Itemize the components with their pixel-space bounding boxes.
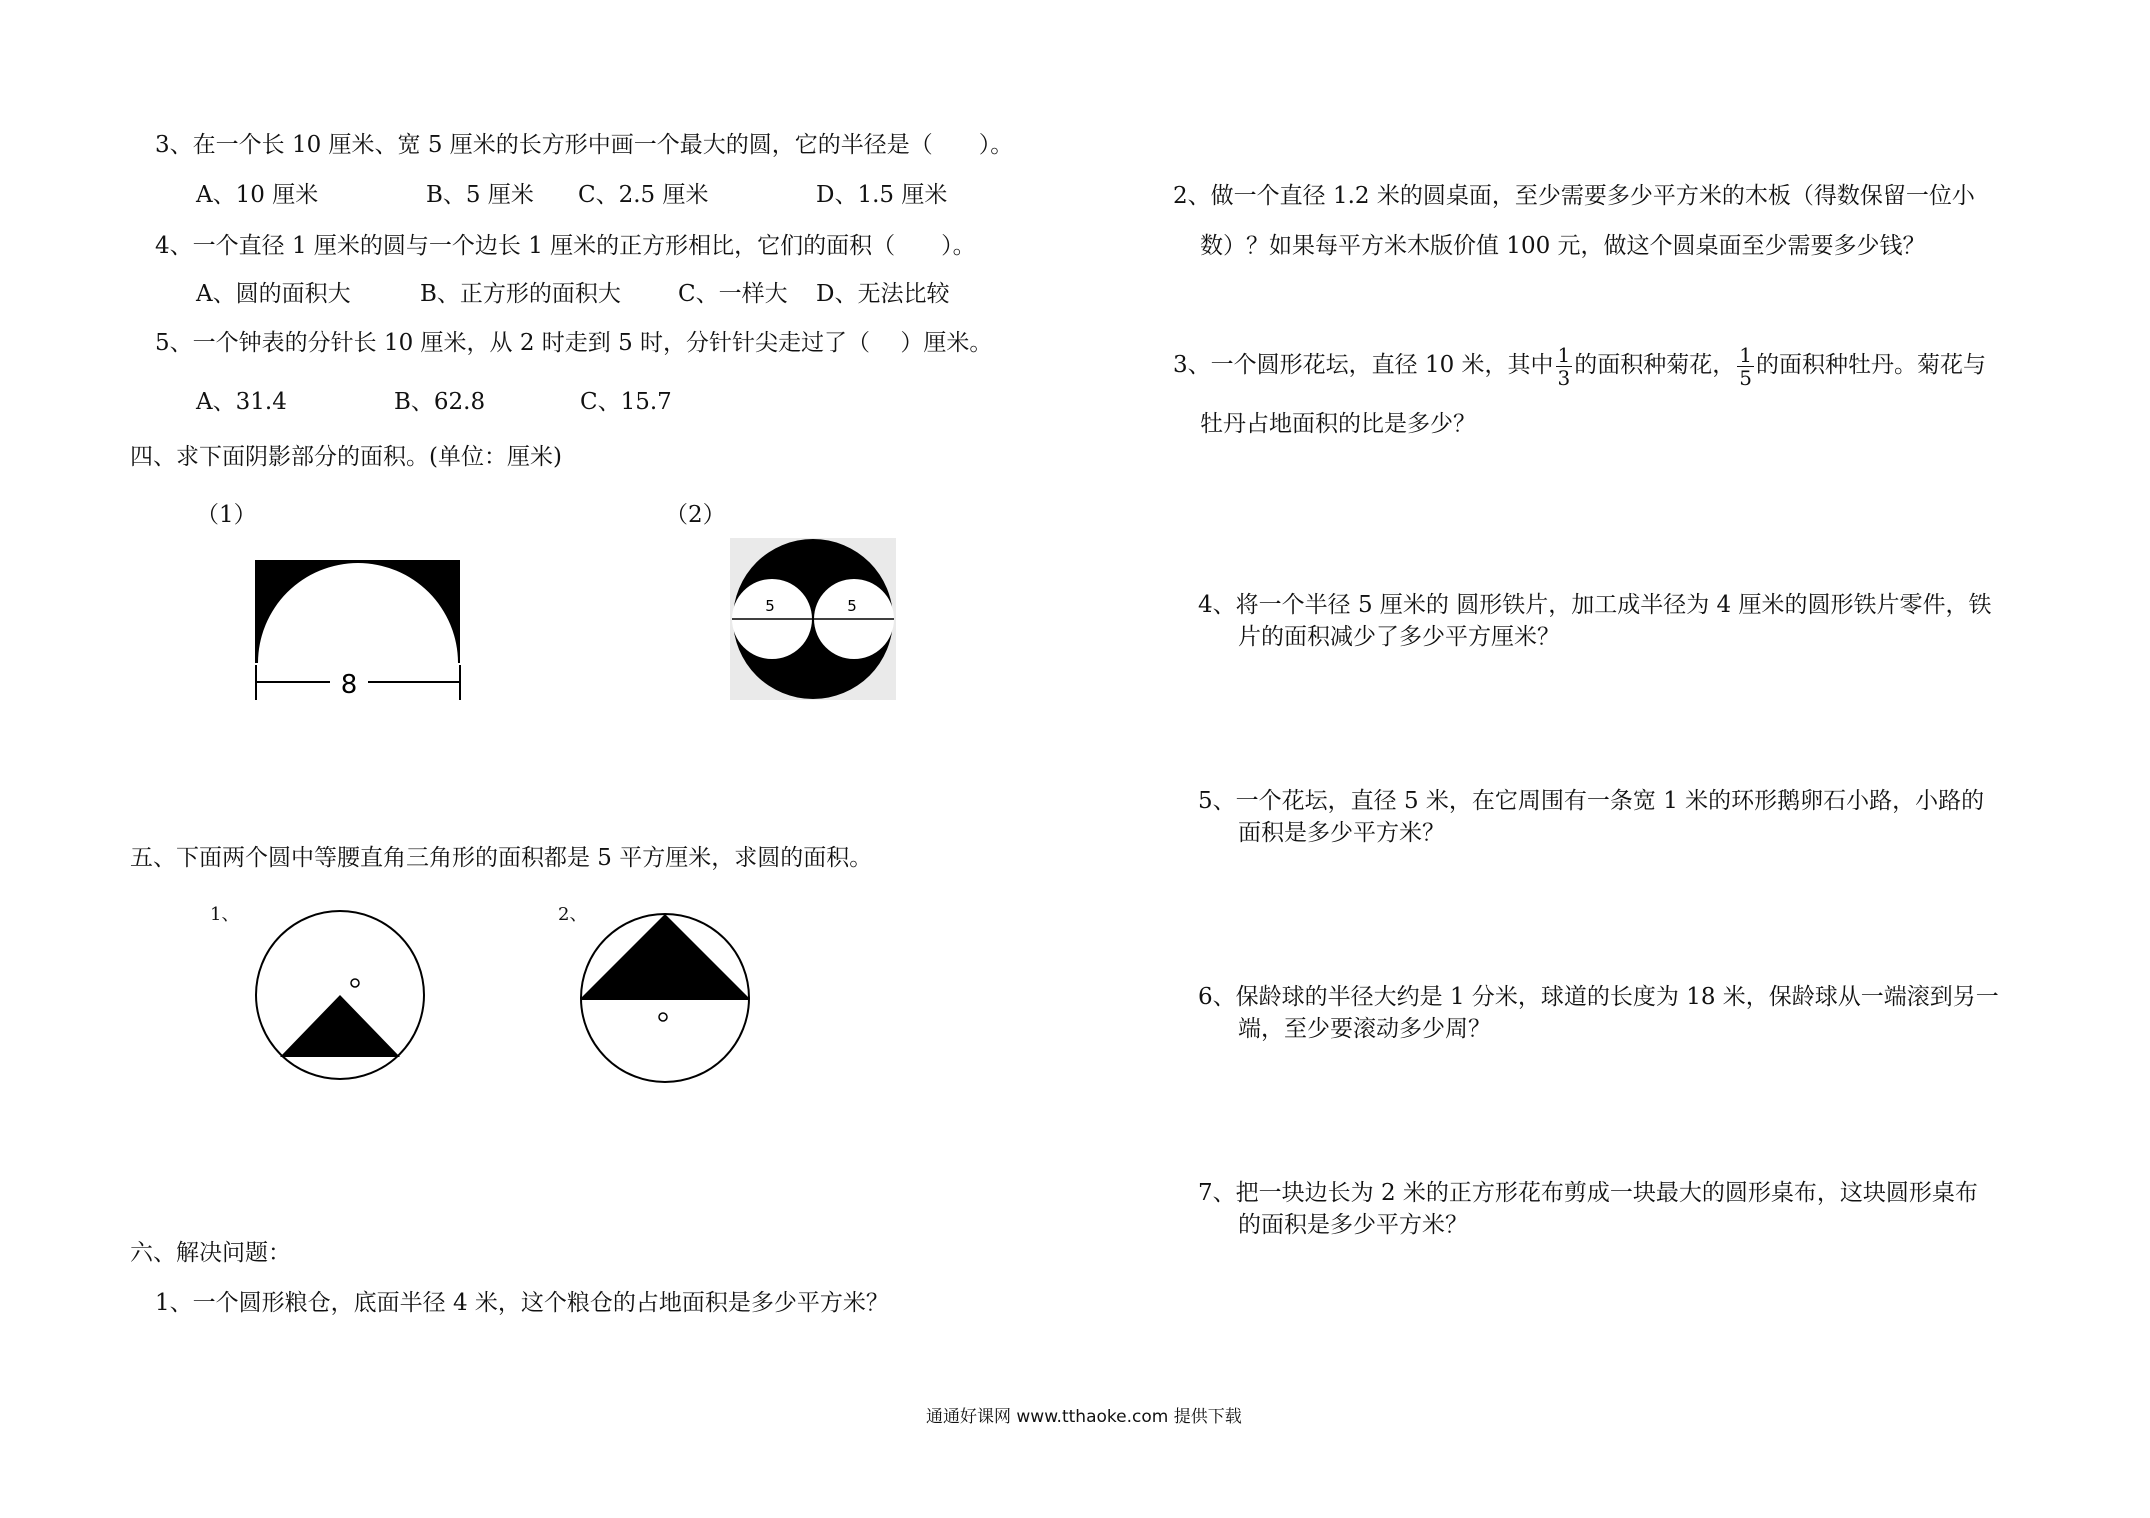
problem-2-line-1: 2、做一个直径 1.2 米的圆桌面，至少需要多少平方米的木板（得数保留一位小 bbox=[1173, 183, 1975, 209]
fraction-denominator: 5 bbox=[1739, 365, 1752, 390]
option-b: B、正方形的面积大 bbox=[420, 281, 621, 307]
fraction-denominator: 3 bbox=[1557, 365, 1571, 390]
option-c: C、2.5 厘米 bbox=[578, 182, 709, 208]
problem-5-line-2: 面积是多少平方米？ bbox=[1238, 820, 1445, 846]
center-point bbox=[659, 1013, 667, 1021]
dimension-label: 8 bbox=[340, 670, 358, 700]
section-4-title: 四、求下面阴影部分的面积。(单位：厘米) bbox=[130, 444, 562, 470]
option-d: D、1.5 厘米 bbox=[816, 182, 948, 208]
question-3: 3、在一个长 10 厘米、宽 5 厘米的长方形中画一个最大的圆，它的半径是（ ）。 bbox=[155, 132, 1014, 158]
figure-5-1-label: 1、 bbox=[210, 904, 240, 925]
problem-3-text-2: 的面积种菊花， bbox=[1574, 352, 1736, 378]
section-6-title: 六、解决问题： bbox=[130, 1240, 291, 1266]
question-4: 4、一个直径 1 厘米的圆与一个边长 1 厘米的正方形相比，它们的面积（ ）。 bbox=[155, 233, 976, 259]
option-a: A、10 厘米 bbox=[196, 182, 319, 208]
fraction-one-third bbox=[1556, 344, 1573, 389]
circle-triangle-figure-2 bbox=[575, 905, 755, 1085]
option-a: A、圆的面积大 bbox=[196, 281, 351, 307]
option-d: D、无法比较 bbox=[816, 281, 950, 307]
figure-1-label: （1） bbox=[196, 502, 257, 528]
problem-2-line-2: 数）？如果每平方米木版价值 100 元，做这个圆桌面至少需要多少钱？ bbox=[1200, 233, 1926, 259]
shaded-circle-figure bbox=[730, 538, 896, 700]
fraction-one-fifth bbox=[1737, 344, 1754, 389]
problem-1: 1、一个圆形粮仓，底面半径 4 米，这个粮仓的占地面积是多少平方米？ bbox=[155, 1290, 889, 1316]
problem-6-line-1: 6、保龄球的半径大约是 1 分米，球道的长度为 18 米，保龄球从一端滚到另一 bbox=[1198, 984, 1999, 1010]
option-b: B、5 厘米 bbox=[426, 182, 534, 208]
problem-7-line-1: 7、把一块边长为 2 米的正方形花布剪成一块最大的圆形桌布，这块圆形桌布 bbox=[1198, 1180, 1978, 1206]
option-c: C、15.7 bbox=[580, 389, 672, 415]
problem-3-line-2: 牡丹占地面积的比是多少？ bbox=[1200, 411, 1476, 437]
problem-7-line-2: 的面积是多少平方米？ bbox=[1238, 1212, 1468, 1238]
problem-3-text-3: 的面积种牡丹。菊花与 bbox=[1756, 352, 1986, 378]
question-5: 5、一个钟表的分针长 10 厘米，从 2 时走到 5 时，分针针尖走过了（ ）厘米。 bbox=[155, 330, 993, 356]
circle-triangle-figure-1 bbox=[250, 905, 430, 1085]
problem-5-line-1: 5、一个花坛，直径 5 米，在它周围有一条宽 1 米的环形鹅卵石小路，小路的 bbox=[1198, 788, 1985, 814]
problem-3-line-1 bbox=[1173, 340, 1986, 390]
section-5-title: 五、下面两个圆中等腰直角三角形的面积都是 5 平方厘米，求圆的面积。 bbox=[130, 845, 873, 871]
problem-4-line-2: 片的面积减少了多少平方厘米？ bbox=[1238, 624, 1560, 650]
problem-3-text-1: 3、一个圆形花坛，直径 10 米，其中 bbox=[1173, 352, 1554, 378]
option-b: B、62.8 bbox=[394, 389, 486, 415]
option-c: C、一样大 bbox=[678, 281, 788, 307]
fraction-numerator: 1 bbox=[1739, 342, 1752, 367]
center-point bbox=[351, 979, 359, 987]
problem-4-line-1: 4、将一个半径 5 厘米的 圆形铁片，加工成半径为 4 厘米的圆形铁片零件，铁 bbox=[1198, 592, 1992, 618]
problem-6-line-2: 端，至少要滚动多少周？ bbox=[1238, 1016, 1491, 1042]
right-radius-label: 5 bbox=[847, 597, 857, 615]
figure-5-2-label: 2、 bbox=[558, 904, 588, 925]
fraction-numerator: 1 bbox=[1557, 342, 1571, 367]
footer-source: 通通好课网 www.tthaoke.com 提供下载 bbox=[926, 1407, 1242, 1427]
option-a: A、31.4 bbox=[196, 389, 287, 415]
figure-2-label: （2） bbox=[665, 502, 726, 528]
left-radius-label: 5 bbox=[765, 597, 775, 615]
shaded-semicircle-figure bbox=[250, 555, 470, 705]
